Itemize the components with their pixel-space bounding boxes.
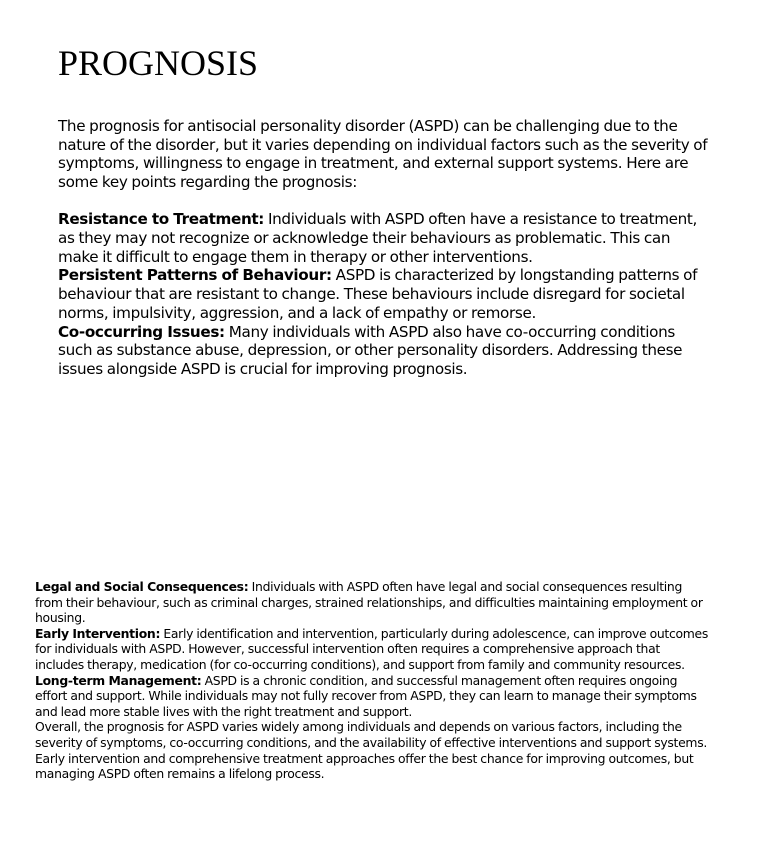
point-early-intervention — [35, 626, 711, 673]
upper-text-block — [58, 117, 712, 379]
point-long-term-management — [35, 673, 711, 720]
key-point-co-occurring — [58, 323, 712, 379]
lower-text-block — [35, 579, 711, 782]
intro-paragraph: The prognosis for antisocial personality disorder (ASPD) can be challenging due to the nature of the disorder, but it varies depending on individual factors such as the severity of symptoms, willingness to engage in treatment, and external support systems. Here are some key points regarding the prognosis: — [58, 117, 708, 192]
key-point-heading: Co-occurring Issues: — [58, 322, 225, 341]
point-heading: Long-term Management: — [35, 672, 202, 688]
point-text: Individuals with ASPD often have legal and social consequences resulting from their behaviour, such as criminal charges, strained relationships, and difficulties maintaining employment or housing. — [35, 579, 703, 626]
point-heading: Legal and Social Consequences: — [35, 579, 249, 594]
conclusion-paragraph: Overall, the prognosis for ASPD varies widely among individuals and depends on various factors, including the severity of symptoms, co-occurring conditions, and the availability of effective interventions and support systems. Early intervention and comprehensive treatment approaches offer the best chance for improving outcomes, but managing ASPD often remains a lifelong process. — [35, 719, 707, 782]
key-point-text: Many individuals with ASPD also have co-occurring conditions such as substance abuse, depression, or other personality disorders. Addressing these issues alongside ASPD is crucial for improving prognosis. — [58, 322, 683, 378]
key-point-heading: Persistent Patterns of Behaviour: — [58, 266, 332, 285]
key-point-heading: Resistance to Treatment: — [58, 210, 265, 229]
key-point-resistance — [58, 210, 712, 266]
point-heading: Early Intervention: — [35, 625, 161, 641]
page-title: PROGNOSIS — [58, 43, 259, 83]
key-point-text: ASPD is characterized by longstanding patterns of behaviour that are resistant to change. These behaviours include disregard for societal norms, impulsivity, aggression, and a lack of empathy or remorse. — [58, 266, 698, 322]
point-text: Early identification and intervention, particularly during adolescence, can improve outcomes for individuals with ASPD. However, successful intervention often requires a comprehensive approach that includes therapy, medication (for co-occurring conditions), and support from family and community resources. — [35, 625, 709, 672]
key-point-text: Individuals with ASPD often have a resistance to treatment, as they may not recognize or acknowledge their behaviours as problematic. This can make it difficult to engage them in therapy or other interventions. — [58, 210, 697, 266]
point-text: ASPD is a chronic condition, and successful management often requires ongoing effort and support. While individuals may not fully recover from ASPD, they can learn to manage their symptoms and lead more stable lives with the right treatment and support. — [35, 672, 697, 719]
point-legal-social — [35, 579, 711, 626]
key-point-persistent-patterns — [58, 266, 712, 322]
